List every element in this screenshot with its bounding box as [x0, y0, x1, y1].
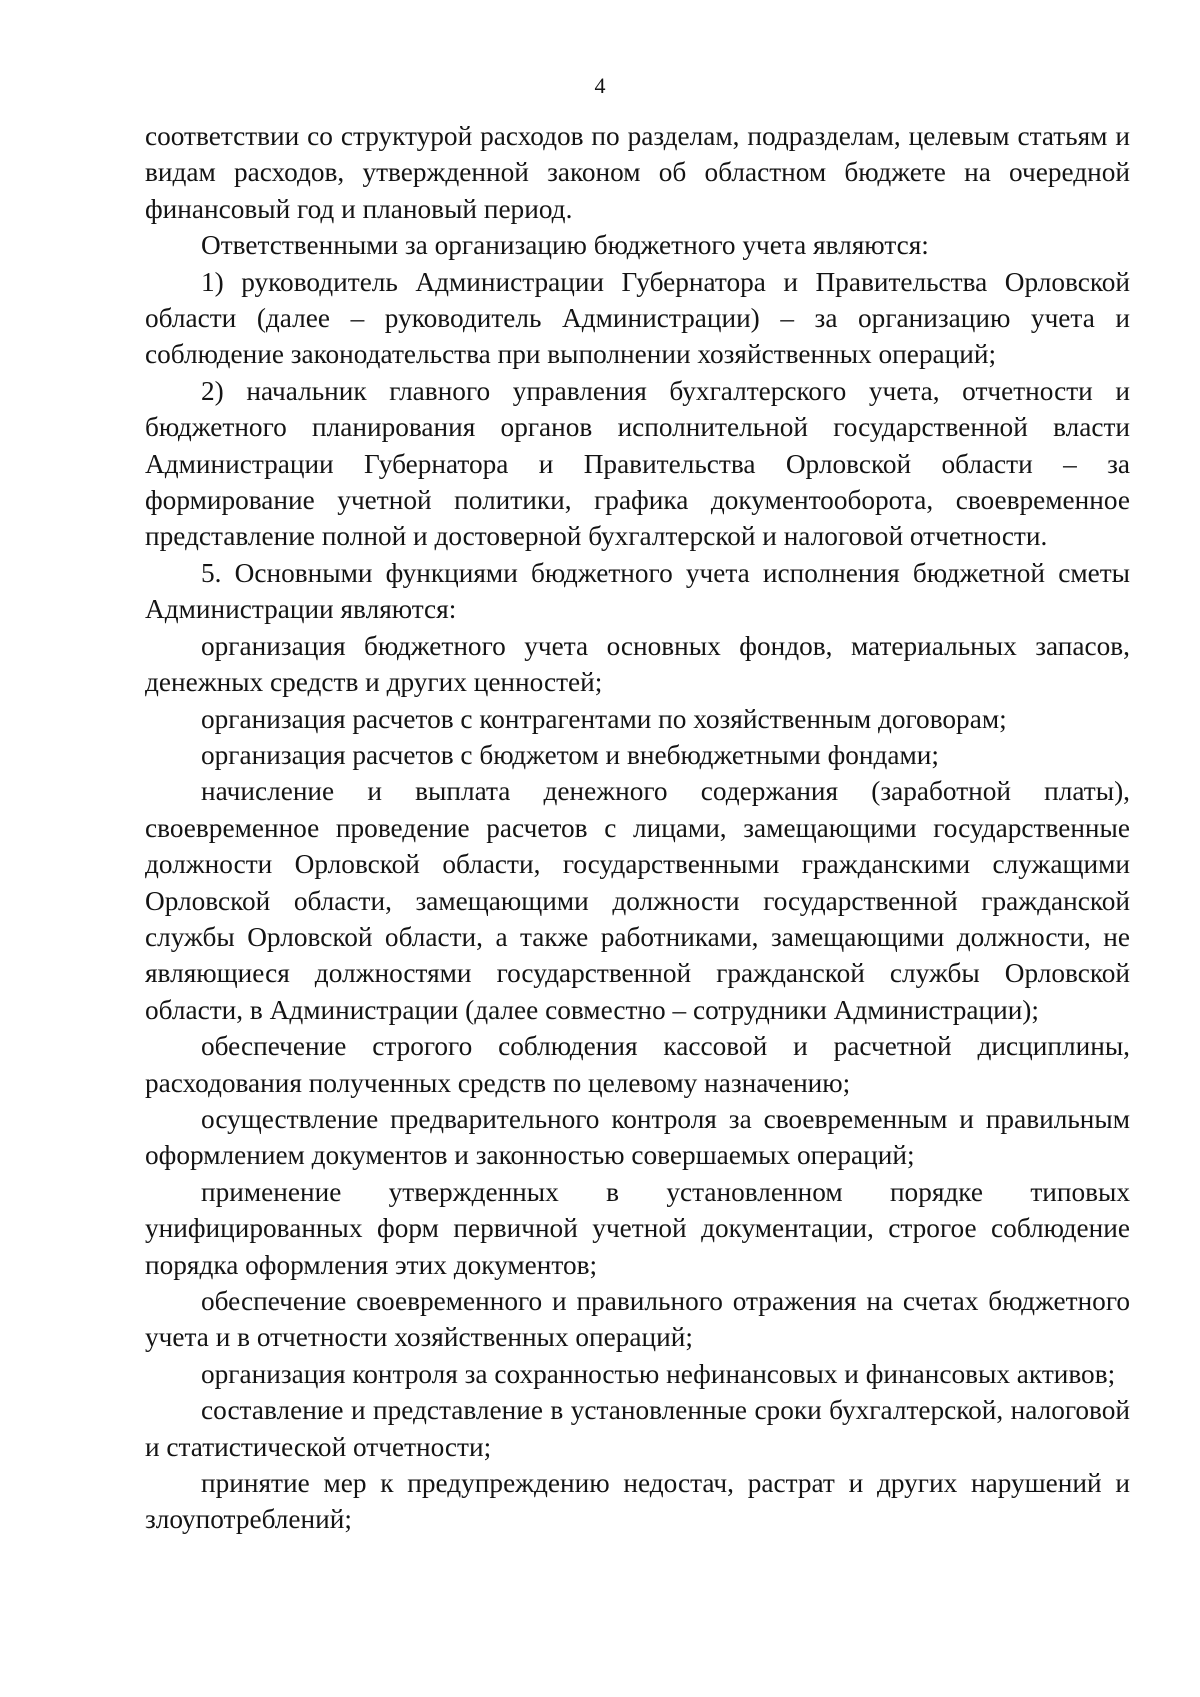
paragraph-continuation: соответствии со структурой расходов по разделам, подразделам, целевым статьям и видам расходов, утвержденной законом об областном бюджете на очередной финансовый год и плановый период.	[145, 121, 1130, 224]
paragraph-function: обеспечение строгого соблюдения кассовой и расчетной дисциплины, расходования полученных средств по целевому назначению;	[145, 1031, 1130, 1098]
paragraph-function: принятие мер к предупреждению недостач, растрат и других нарушений и злоупотреблений;	[145, 1468, 1130, 1535]
paragraph-function: начисление и выплата денежного содержания (заработной платы), своевременное проведение расчетов с лицами, замещающими государственные должности Орловской области, государственными гражданскими служащими Орловской области, замещающими должности государственной гражданской службы Орловской области, а также работниками, замещающими должности, не являющиеся должностями государственной гражданской службы Орловской области, в Администрации (далее совместно – сотрудники Администрации);	[145, 776, 1130, 1025]
paragraph-function: обеспечение своевременного и правильного отражения на счетах бюджетного учета и в отчетности хозяйственных операций;	[145, 1286, 1130, 1353]
paragraph-responsible-intro: Ответственными за организацию бюджетного учета являются:	[201, 230, 929, 261]
paragraph-function: организация расчетов с бюджетом и внебюджетными фондами;	[201, 739, 940, 770]
document-body	[145, 118, 1130, 1538]
paragraph-function: организация контроля за сохранностью нефинансовых и финансовых активов;	[201, 1358, 1116, 1389]
page-number: 4	[594, 73, 606, 98]
paragraph-function: составление и представление в установленные сроки бухгалтерской, налоговой и статистической отчетности;	[145, 1395, 1130, 1462]
paragraph-function: применение утвержденных в установленном порядке типовых унифицированных форм первичной учетной документации, строгое соблюдение порядка оформления этих документов;	[145, 1176, 1130, 1280]
paragraph-function: организация бюджетного учета основных фондов, материальных запасов, денежных средств и других ценностей;	[145, 630, 1130, 698]
paragraph-function: организация расчетов с контрагентами по хозяйственным договорам;	[201, 703, 1007, 734]
paragraph-section-5: 5. Основными функциями бюджетного учета исполнения бюджетной сметы Администрации являются:	[145, 557, 1130, 625]
paragraph-function: осуществление предварительного контроля за своевременным и правильным оформлением документов и законностью совершаемых операций;	[145, 1103, 1130, 1171]
paragraph-responsible-1: 1) руководитель Администрации Губернатора и Правительства Орловской области (далее – руководитель Администрации) – за организацию учета и соблюдение законодательства при выполнении хозяйственных операций;	[145, 266, 1130, 370]
paragraph-responsible-2: 2) начальник главного управления бухгалтерского учета, отчетности и бюджетного планирования органов исполнительной государственной власти Администрации Губернатора и Правительства Орловской области – за формирование учетной политики, графика документооборота, своевременное представление полной и достоверной бухгалтерской и налоговой отчетности.	[145, 375, 1130, 552]
